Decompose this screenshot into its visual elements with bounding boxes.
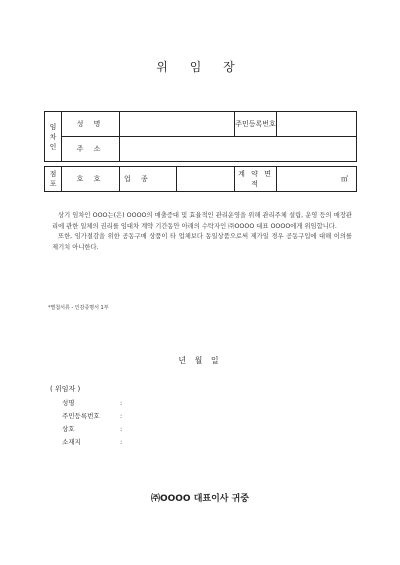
delegator-location-label: 소재지 [62,438,81,446]
delegator-company-row [62,424,124,433]
rrn-label: 주민등록번호 [235,112,277,137]
attachment-note: *별첨서류 - 인감증명서 1부 [48,305,109,311]
recipient-signature: ㈜OOOO 대표이사 귀중 [150,494,250,504]
colon: : [120,425,123,433]
store-group-label [45,167,62,192]
body-paragraph-2: 또한, 임가절감을 위한 공동구매 상품이 타 업체보다 동일상품으로써 제가일 경우 공동구입에 대해 이의를 제기치 아니한다. [52,233,352,251]
delegation-body [52,211,352,253]
rrn-field[interactable] [277,112,357,137]
body-paragraph-1: 상기 임차인 OOO는(은) OOOO의 매출증대 및 효율적인 관리운영을 위해 관리주체 설립, 운영 등의 매장관리에 관한 일체의 권리를 임대차 계약 기간동안 아래의 수탁자인 ㈜OOOO 대표 OOOO에게 위임합니다. [52,212,352,230]
delegator-rrn-label: 주민등록번호 [62,412,100,420]
name-field[interactable] [120,112,235,137]
date-line: 년 월 일 [178,356,222,365]
delegator-company-label: 상호 [62,425,75,433]
area-label: 계 약 면 적 [235,167,277,192]
delegator-name-row [62,398,124,407]
business-field[interactable] [177,167,235,192]
delegator-name-label: 성명 [62,399,75,407]
document-title: 위 임 장 [156,60,244,74]
tenant-group-text: 임 차 인 [49,122,57,151]
tenant-group-label [45,112,62,162]
delegator-heading: ( 위임자 ) [50,385,81,393]
address-field[interactable] [120,137,357,162]
delegation-form-table [44,111,357,192]
area-unit: ㎡ [277,167,357,192]
colon: : [120,412,123,420]
store-group-text: 점 포 [49,170,57,188]
delegator-rrn-row [62,411,124,420]
delegator-location-row [62,437,124,446]
colon: : [120,399,123,407]
address-label: 주 소 [62,137,120,162]
name-label: 성 명 [62,112,120,137]
colon: : [120,438,123,446]
business-label: 업 종 [120,167,177,192]
store-no-label: 호 호 [62,167,120,192]
